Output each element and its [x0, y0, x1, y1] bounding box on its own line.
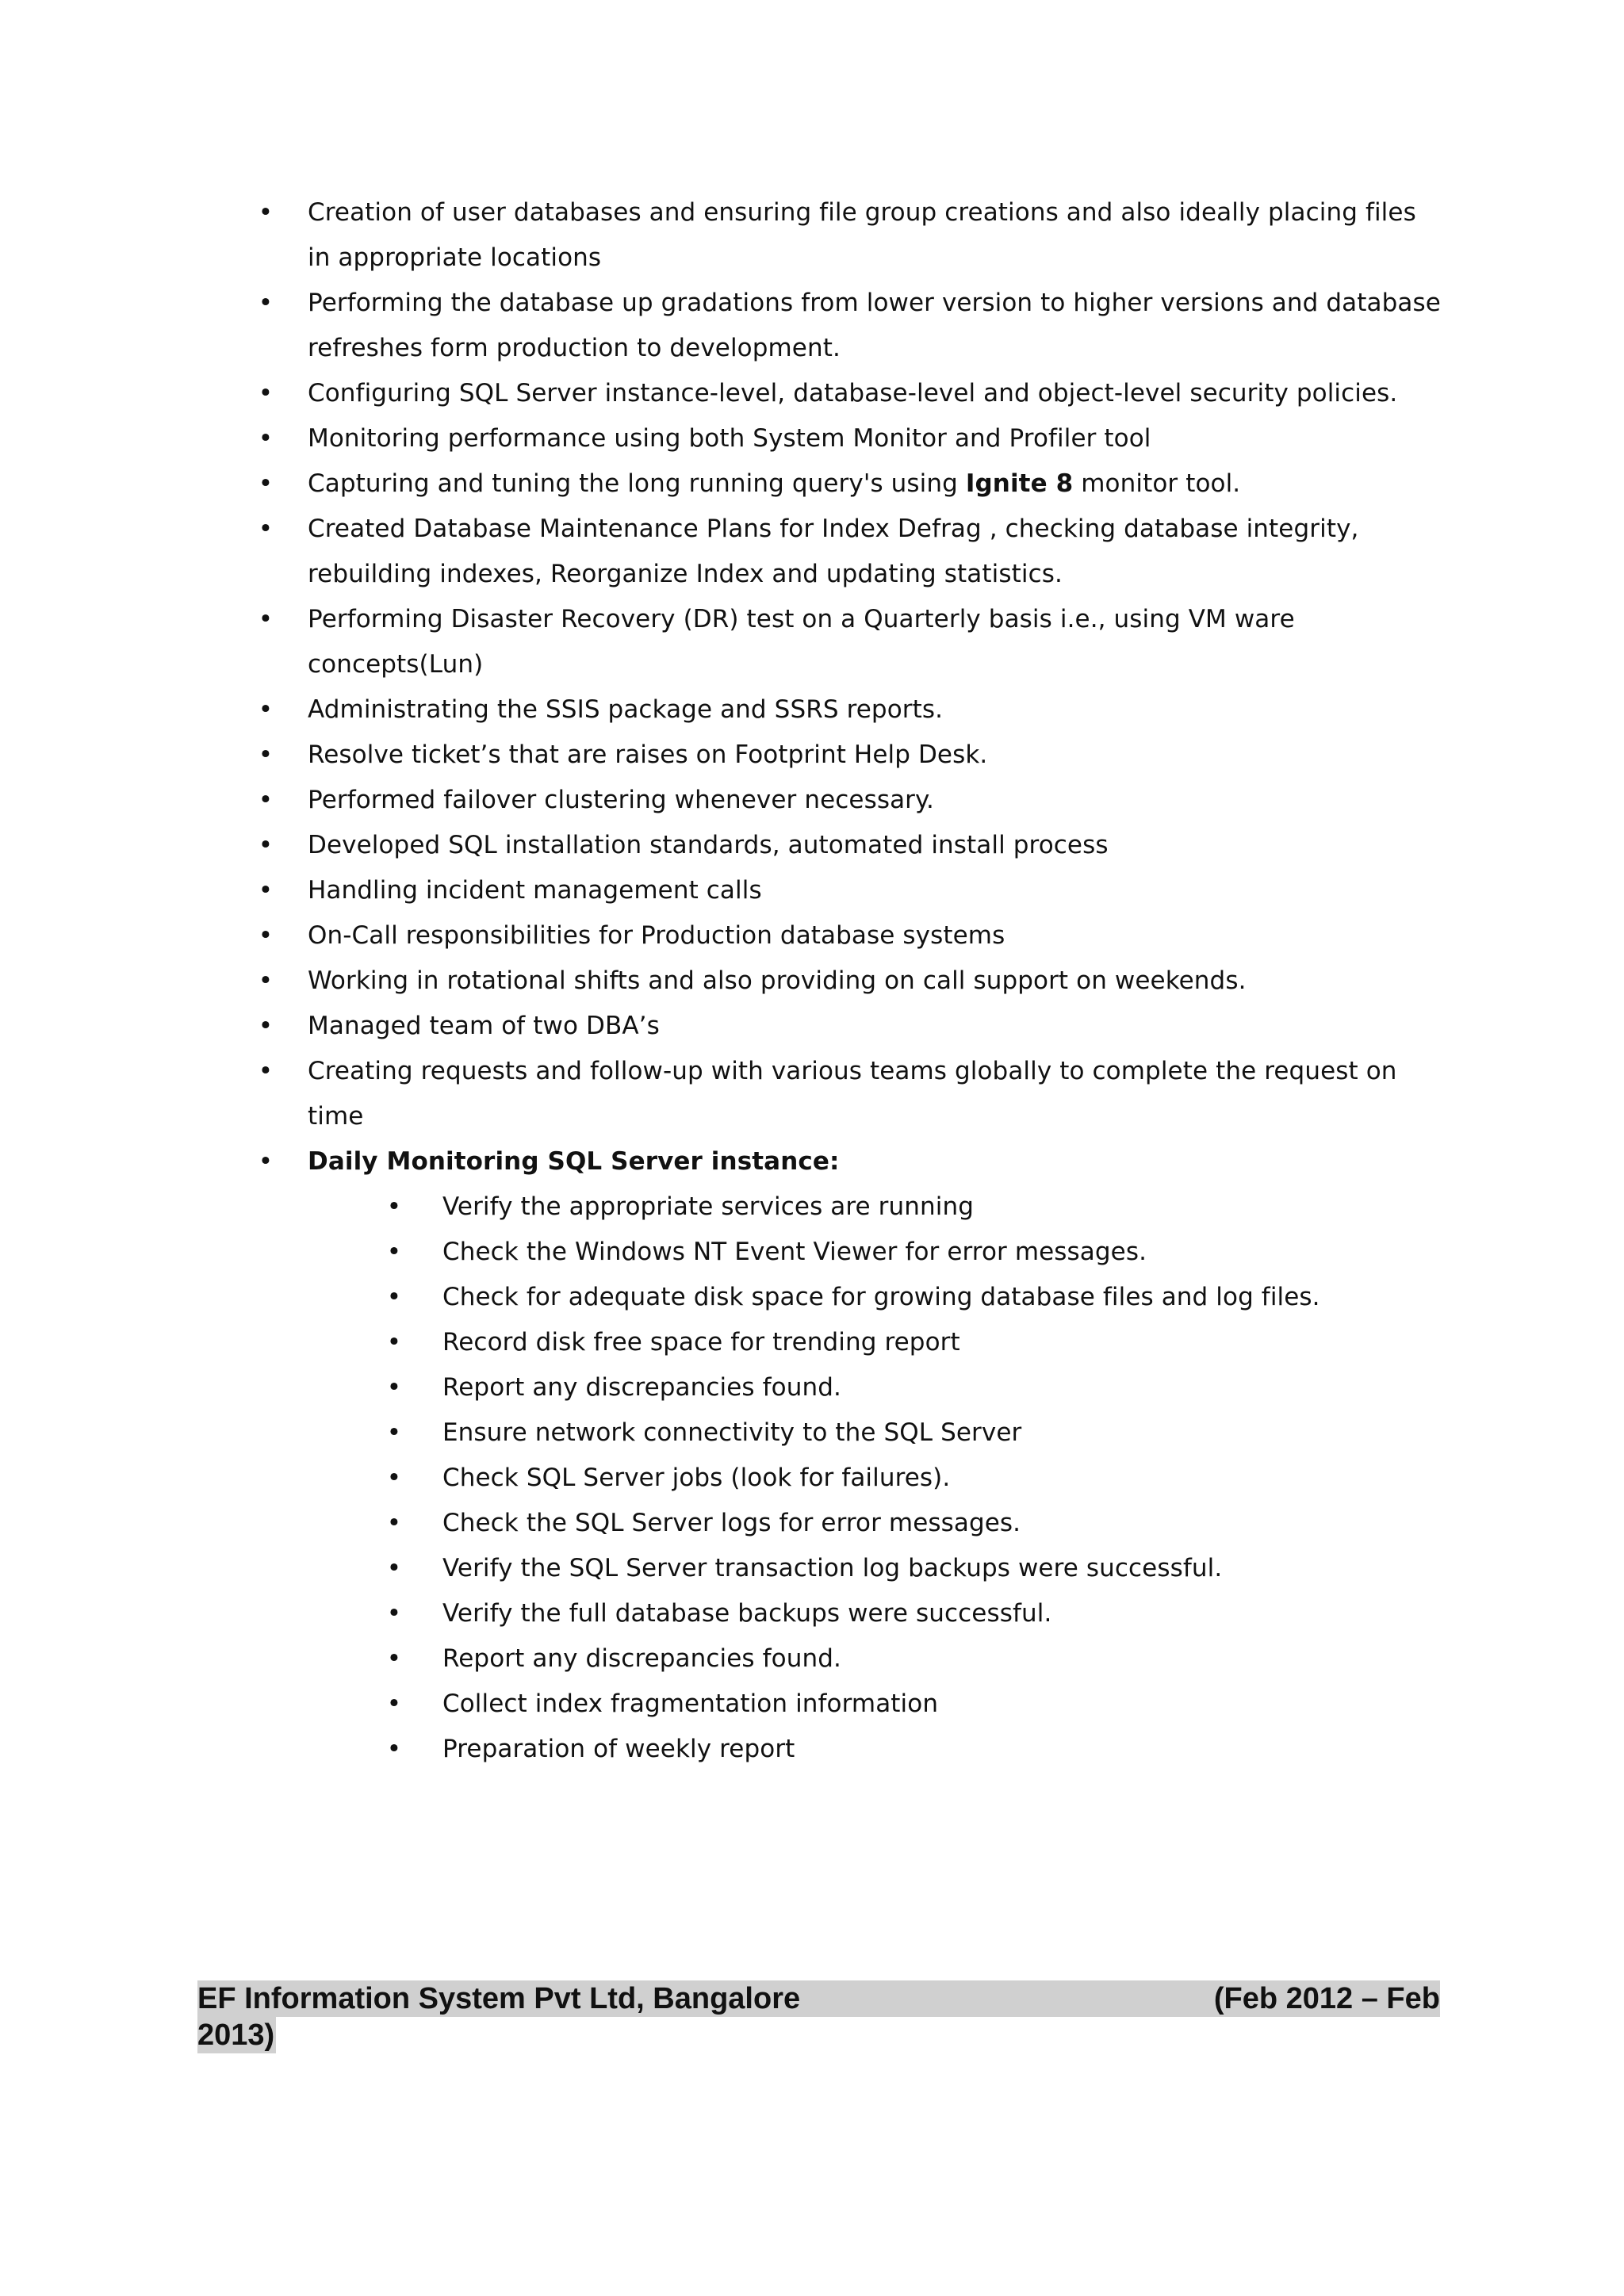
- bullet-icon: •: [258, 1147, 274, 1176]
- sub-list-item: [382, 1230, 1445, 1275]
- bullet-icon: •: [258, 289, 274, 317]
- bullet-icon: •: [258, 921, 274, 950]
- bullet-icon: •: [258, 876, 274, 905]
- list-item: [247, 1049, 1445, 1139]
- bullet-icon: •: [386, 1464, 402, 1492]
- sub-list-item-text: Report any discrepancies found.: [442, 1644, 841, 1673]
- sub-list-item-text: Record disk free space for trending report: [442, 1328, 960, 1357]
- list-item-text: Performed failover clustering whenever necessary.: [308, 786, 934, 814]
- list-item: [247, 371, 1445, 416]
- list-item: [247, 1004, 1445, 1049]
- sub-list-item: [382, 1456, 1445, 1501]
- sub-list-item: [382, 1636, 1445, 1682]
- sub-list-item: [382, 1591, 1445, 1636]
- sub-list-item-text: Verify the SQL Server transaction log backups were successful.: [442, 1554, 1223, 1582]
- sub-list-item-text: Verify the appropriate services are running: [442, 1192, 974, 1221]
- list-item-text: Managed team of two DBA’s: [308, 1012, 660, 1040]
- responsibilities-list: [247, 190, 1445, 1772]
- bullet-icon: •: [386, 1418, 402, 1447]
- employment-dates-end: 2013): [197, 2019, 275, 2052]
- bullet-icon: •: [386, 1283, 402, 1311]
- list-item-text: Configuring SQL Server instance-level, database-level and object-level security policies.: [308, 379, 1398, 408]
- sub-list-item: [382, 1275, 1445, 1320]
- list-item-text: Performing Disaster Recovery (DR) test on a Quarterly basis i.e., using VM ware concepts(Lun): [308, 605, 1295, 679]
- daily-monitoring-list: [382, 1184, 1445, 1772]
- employer-heading: [197, 1980, 1440, 2053]
- bullet-icon: •: [258, 515, 274, 543]
- bullet-icon: •: [258, 695, 274, 724]
- employment-dates-start: (Feb 2012 – Feb: [1213, 1982, 1440, 2015]
- list-item: [247, 868, 1445, 913]
- bullet-icon: •: [386, 1238, 402, 1266]
- sub-list-item-text: Report any discrepancies found.: [442, 1373, 841, 1402]
- sub-list-item-text: Check for adequate disk space for growing database files and log files.: [442, 1283, 1320, 1311]
- list-item-text: Monitoring performance using both System Monitor and Profiler tool: [308, 424, 1151, 453]
- list-item: [247, 597, 1445, 687]
- bullet-icon: •: [386, 1599, 402, 1628]
- bullet-icon: •: [386, 1328, 402, 1357]
- sub-list-item-text: Check the SQL Server logs for error messages.: [442, 1509, 1021, 1537]
- list-item: [247, 778, 1445, 823]
- daily-monitoring-item: [247, 1139, 1445, 1772]
- list-item-text: Resolve ticket’s that are raises on Footprint Help Desk.: [308, 740, 988, 769]
- bullet-icon: •: [386, 1509, 402, 1537]
- list-item-text: Performing the database up gradations from lower version to higher versions and database refreshes form production to development.: [308, 289, 1441, 362]
- bullet-icon: •: [258, 786, 274, 814]
- bullet-icon: •: [258, 424, 274, 453]
- sub-list-item: [382, 1365, 1445, 1410]
- list-item-text: On-Call responsibilities for Production database systems: [308, 921, 1005, 950]
- list-item-text: Creation of user databases and ensuring file group creations and also ideally placing files in appropriate locations: [308, 198, 1416, 272]
- list-item-text-pre: Capturing and tuning the long running query's using: [308, 469, 966, 498]
- list-item: [247, 461, 1445, 507]
- list-item: [247, 959, 1445, 1004]
- sub-list-item-text: Ensure network connectivity to the SQL Server: [442, 1418, 1022, 1447]
- list-item: [247, 281, 1445, 371]
- list-item: [247, 733, 1445, 778]
- bullet-icon: •: [258, 966, 274, 995]
- daily-monitoring-heading: Daily Monitoring SQL Server instance:: [308, 1147, 840, 1176]
- sub-list-item: [382, 1184, 1445, 1230]
- bullet-icon: •: [258, 1012, 274, 1040]
- sub-list-item-text: Preparation of weekly report: [442, 1735, 795, 1763]
- list-item-text: Developed SQL installation standards, automated install process: [308, 831, 1109, 859]
- list-item-text: Administrating the SSIS package and SSRS reports.: [308, 695, 944, 724]
- tool-name: Ignite 8: [965, 469, 1074, 498]
- sub-list-item: [382, 1410, 1445, 1456]
- bullet-icon: •: [258, 469, 274, 498]
- sub-list-item-text: Check SQL Server jobs (look for failures).: [442, 1464, 951, 1492]
- list-item: [247, 913, 1445, 959]
- bullet-icon: •: [386, 1192, 402, 1221]
- employer-heading-highlight: [197, 1980, 1440, 2017]
- sub-list-item: [382, 1546, 1445, 1591]
- sub-list-item: [382, 1682, 1445, 1727]
- list-item-text-post: monitor tool.: [1073, 469, 1241, 498]
- bullet-icon: •: [258, 605, 274, 633]
- list-item-text: Handling incident management calls: [308, 876, 762, 905]
- sub-list-item: [382, 1501, 1445, 1546]
- list-item: [247, 687, 1445, 733]
- bullet-icon: •: [258, 1057, 274, 1085]
- list-item-text: Created Database Maintenance Plans for Index Defrag , checking database integrity, rebuilding indexes, Reorganize Index and updating statistics.: [308, 515, 1359, 588]
- bullet-icon: •: [258, 198, 274, 227]
- bullet-icon: •: [386, 1554, 402, 1582]
- sub-list-item-text: Collect index fragmentation information: [442, 1689, 939, 1718]
- bullet-icon: •: [386, 1373, 402, 1402]
- sub-list-item-text: Check the Windows NT Event Viewer for error messages.: [442, 1238, 1147, 1266]
- list-item: [247, 190, 1445, 281]
- bullet-icon: •: [258, 831, 274, 859]
- list-item: [247, 823, 1445, 868]
- sub-list-item: [382, 1320, 1445, 1365]
- sub-list-item-text: Verify the full database backups were successful.: [442, 1599, 1052, 1628]
- list-item: [247, 416, 1445, 461]
- bullet-icon: •: [258, 379, 274, 408]
- bullet-icon: •: [386, 1689, 402, 1718]
- bullet-icon: •: [386, 1644, 402, 1673]
- list-item: [247, 507, 1445, 597]
- company-name: EF Information System Pvt Ltd, Bangalore: [197, 1982, 801, 2015]
- list-item-text: Working in rotational shifts and also providing on call support on weekends.: [308, 966, 1247, 995]
- list-item-text: Creating requests and follow-up with various teams globally to complete the request on time: [308, 1057, 1397, 1131]
- sub-list-item: [382, 1727, 1445, 1772]
- bullet-icon: •: [386, 1735, 402, 1763]
- bullet-icon: •: [258, 740, 274, 769]
